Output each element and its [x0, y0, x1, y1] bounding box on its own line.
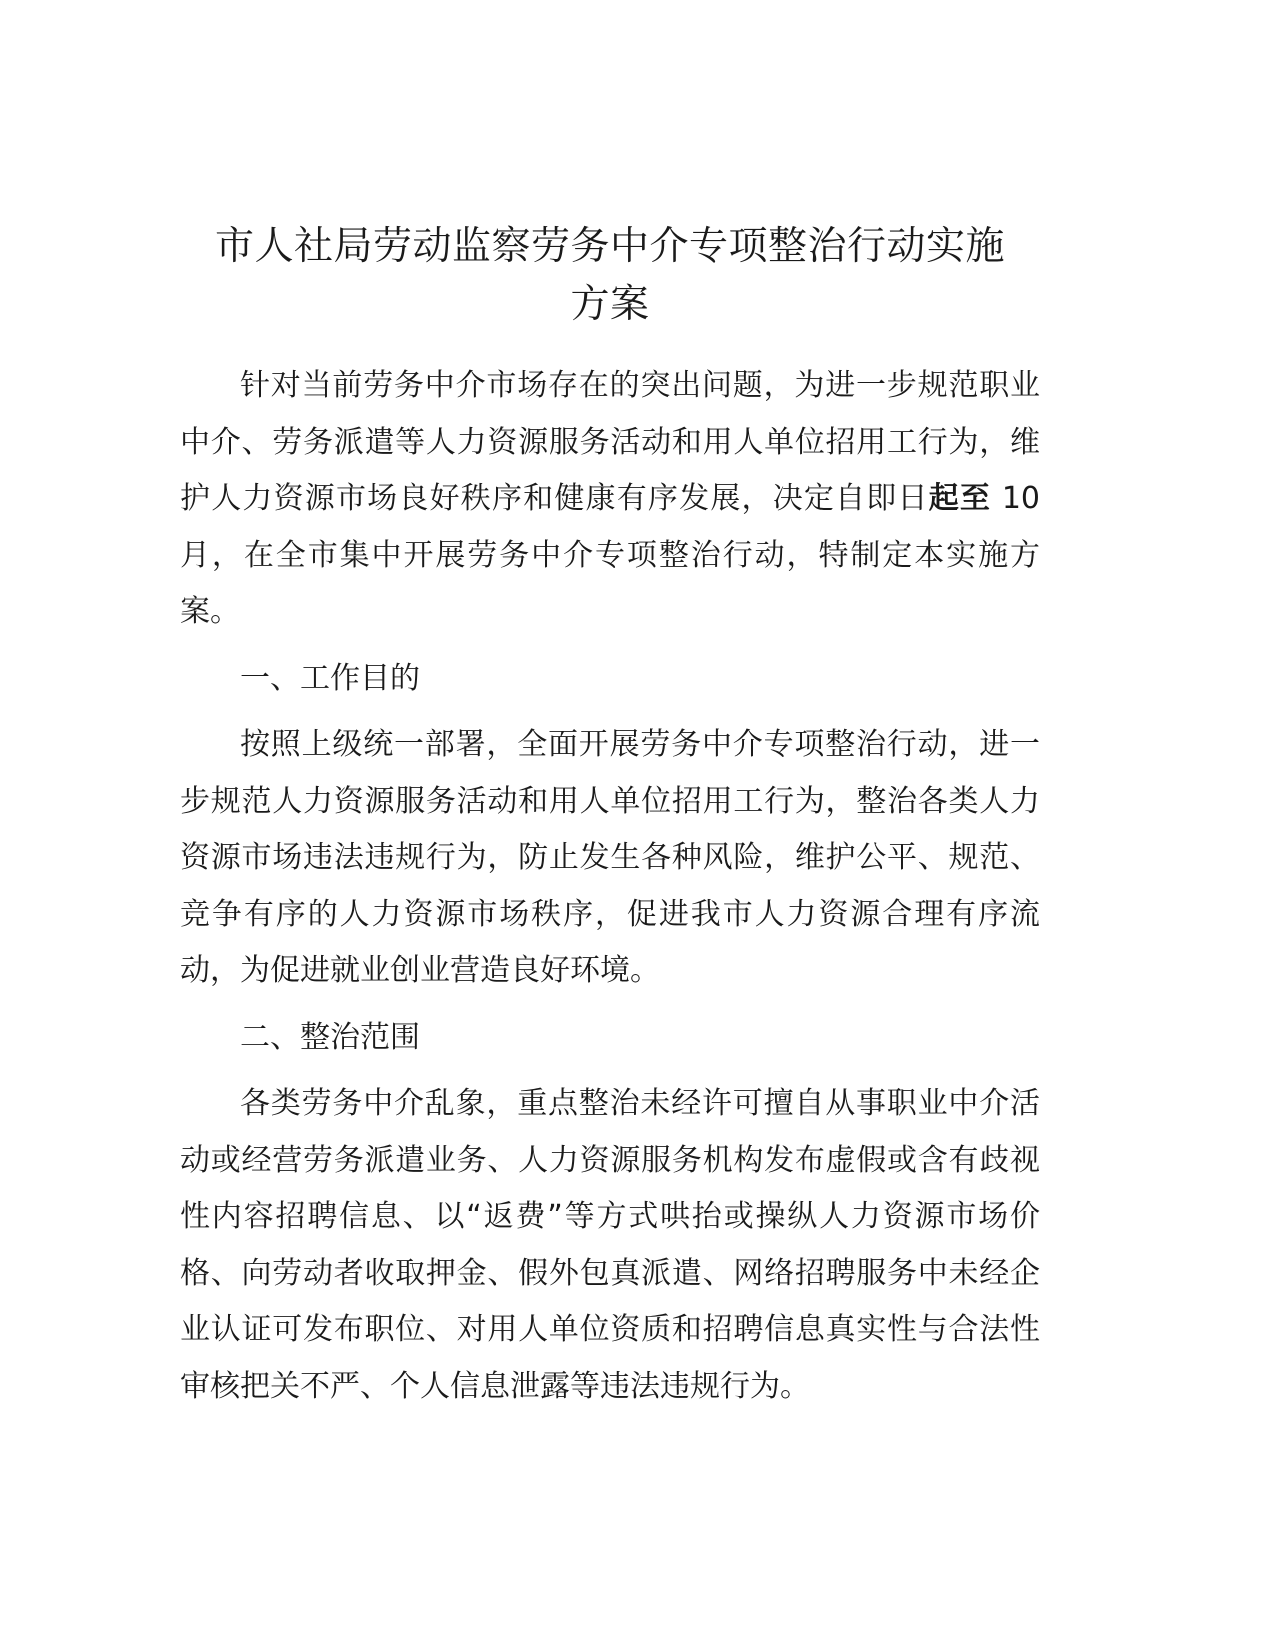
document-page	[180, 218, 1040, 1415]
section-heading-purpose: 一、工作目的	[240, 660, 420, 696]
intro-text-start: 针对当前劳务中介市场存在的突出问题，为进一步规范职业中介、劳务派遣等人力资源服务活动和用人单位招用工行为，维护人力资源市场良好秩序和健康有序发展，决定自即日	[180, 368, 1040, 516]
section-body-scope: 各类劳务中介乱象，重点整治未经许可擅自从事职业中介活动或经营劳务派遣业务、人力资源服务机构发布虚假或含有歧视性内容招聘信息、以“返费”等方式哄抬或操纵人力资源市场价格、向劳动者收取押金、假外包真派遣、网络招聘服务中未经企业认证可发布职位、对用人单位资质和招聘信息真实性与合法性审核把关不严、个人信息泄露等违法违规行为。	[180, 1086, 1040, 1404]
document-title-line-1: 市人社局劳动监察劳务中介专项整治行动实施	[214, 224, 1005, 269]
intro-text-end: 10 月，在全市集中开展劳务中介专项整治行动，特制定本实施方案。	[180, 481, 1041, 629]
intro-bold-text: 起至	[928, 481, 992, 516]
document-title-line-2: 方案	[570, 282, 650, 327]
section-body-purpose: 按照上级统一部署，全面开展劳务中介专项整治行动，进一步规范人力资源服务活动和用人单位招用工行为，整治各类人力资源市场违法违规行为，防止发生各种风险，维护公平、规范、竞争有序的人力资源市场秩序，促进我市人力资源合理有序流动，为促进就业创业营造良好环境。	[180, 727, 1040, 988]
section-heading-scope: 二、整治范围	[240, 1019, 420, 1055]
document-title	[180, 218, 1040, 334]
intro-paragraph	[180, 358, 1040, 641]
document-body	[180, 358, 1040, 1415]
